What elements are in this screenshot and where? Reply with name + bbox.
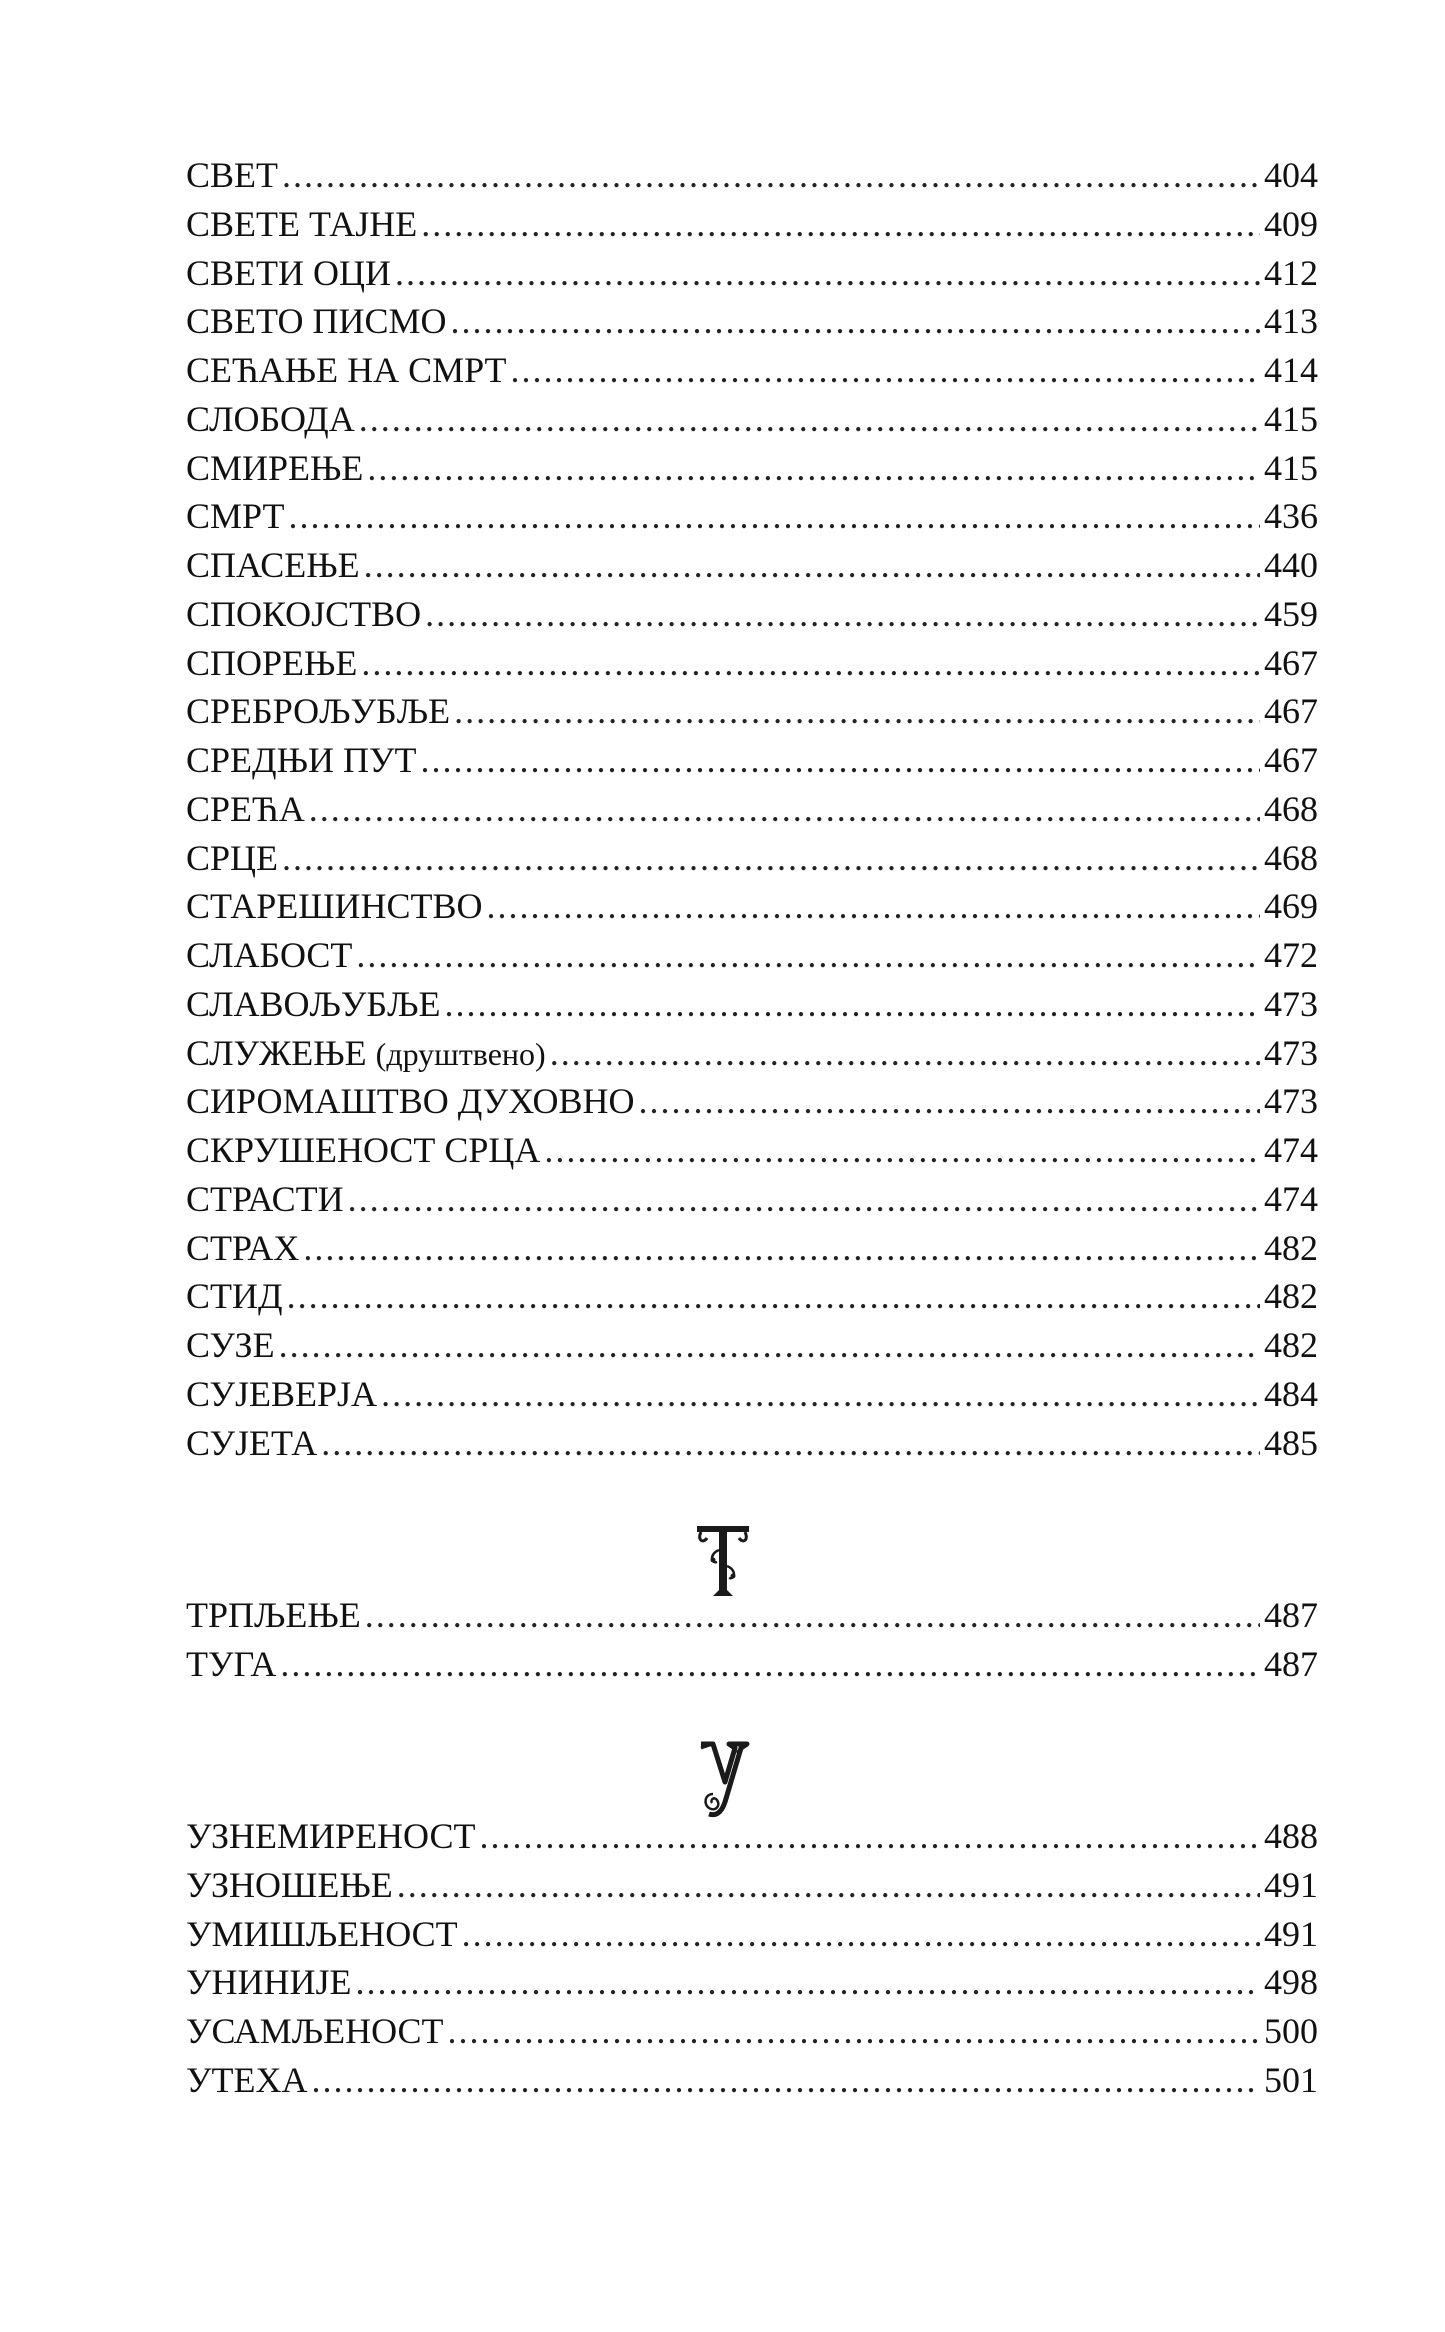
entry-page-number: 415 (1264, 398, 1318, 439)
entry-title: СУЈЕТА (186, 1422, 318, 1463)
entry-title: СРЕДЊИ ПУТ (186, 740, 417, 780)
dot-leader (356, 931, 1260, 980)
dot-leader (511, 346, 1260, 395)
toc-entry (186, 785, 1318, 834)
toc-section-u (186, 1812, 1318, 2105)
entry-title: УЗНОШЕЊЕ (186, 1864, 393, 1905)
dot-leader (448, 2007, 1260, 2056)
entry-page-number: 482 (1264, 1276, 1318, 1317)
dot-leader (303, 1224, 1260, 1273)
toc-section-t (186, 1591, 1318, 1689)
entry-page-number: 473 (1264, 1081, 1318, 1122)
entry-title: СРЕЋА (186, 788, 305, 829)
entry-page-number: 415 (1264, 447, 1318, 488)
toc-entry (186, 2056, 1318, 2105)
toc-entry (186, 346, 1318, 395)
toc-entry (186, 492, 1318, 541)
entry-title: СУЈЕВЕРЈА (186, 1373, 378, 1414)
toc-entry (186, 1591, 1318, 1640)
entry-title: СТРАСТИ (186, 1178, 344, 1219)
entry-page-number: 485 (1264, 1422, 1318, 1463)
entry-title: ТУГА (186, 1643, 277, 1684)
entry-page-number: 501 (1264, 2059, 1318, 2100)
entry-page-number: 414 (1264, 350, 1318, 390)
dot-leader (444, 980, 1260, 1029)
entry-title: УСАМЉЕНОСТ (186, 2011, 444, 2051)
entry-title: СИРОМАШТВО ДУХОВНО (186, 1081, 635, 1122)
dot-leader (361, 639, 1260, 688)
toc-entry (186, 1640, 1318, 1689)
toc-entry (186, 736, 1318, 785)
dot-leader (311, 2056, 1260, 2105)
entry-page-number: 498 (1264, 1962, 1318, 2003)
toc-section-s (186, 151, 1318, 1467)
entry-title: СВЕТИ ОЦИ (186, 252, 391, 293)
toc-entry (186, 1370, 1318, 1419)
entry-page-number: 468 (1264, 788, 1318, 829)
dot-leader (287, 1272, 1260, 1321)
entry-page-number: 440 (1264, 545, 1318, 585)
dot-leader (487, 882, 1260, 931)
dot-leader (451, 297, 1260, 346)
dot-leader (454, 687, 1260, 736)
toc-entry (186, 639, 1318, 688)
dot-leader (420, 736, 1260, 785)
entry-page-number: 467 (1264, 740, 1318, 780)
entry-page-number: 413 (1264, 301, 1318, 342)
toc-entry (186, 541, 1318, 590)
toc-entry (186, 931, 1318, 980)
entry-page-number: 473 (1264, 983, 1318, 1024)
toc-entry (186, 1175, 1318, 1224)
dot-leader (544, 1126, 1260, 1175)
dot-leader (364, 541, 1260, 590)
entry-title: СТИД (186, 1276, 283, 1317)
entry-page-number: 491 (1264, 1913, 1318, 1954)
entry-page-number: 467 (1264, 691, 1318, 732)
dot-leader (321, 1419, 1260, 1468)
dot-leader (395, 249, 1260, 298)
entry-page-number: 459 (1264, 593, 1318, 634)
toc-entry (186, 1029, 1318, 1078)
dot-leader (355, 1958, 1260, 2007)
entry-title: СЛАБОСТ (186, 935, 353, 975)
toc-entry (186, 1419, 1318, 1468)
toc-entry (186, 249, 1318, 298)
dot-leader (282, 834, 1260, 883)
entry-title: СПОКОЈСТВО (186, 593, 422, 634)
entry-page-number: 436 (1264, 496, 1318, 537)
toc-entry (186, 687, 1318, 736)
entry-title: СРЦЕ (186, 837, 279, 878)
entry-page-number: 488 (1264, 1816, 1318, 1856)
ornamental-letter-t-icon (693, 1520, 753, 1600)
entry-title: СРЕБРОЉУБЉЕ (186, 691, 451, 732)
entry-title: СТРАХ (186, 1227, 300, 1268)
entry-title: СПАСЕЊЕ (186, 545, 360, 585)
section-letter-t (0, 1520, 1445, 1600)
dot-leader (348, 1175, 1260, 1224)
dot-leader (550, 1029, 1260, 1078)
toc-entry (186, 1958, 1318, 2007)
toc-entry (186, 151, 1318, 200)
entry-page-number: 468 (1264, 837, 1318, 878)
dot-leader (280, 1640, 1260, 1689)
toc-entry (186, 2007, 1318, 2056)
dot-leader (282, 151, 1260, 200)
entry-title: ТРПЉЕЊЕ (186, 1595, 361, 1635)
entry-page-number: 472 (1264, 935, 1318, 975)
entry-page-number: 409 (1264, 203, 1318, 244)
entry-page-number: 487 (1264, 1643, 1318, 1684)
entry-title: УНИНИЈЕ (186, 1962, 352, 2003)
toc-entry (186, 1224, 1318, 1273)
entry-title: УТЕХА (186, 2059, 308, 2100)
dot-leader (309, 785, 1260, 834)
toc-entry (186, 834, 1318, 883)
entry-page-number: 404 (1264, 155, 1318, 195)
entry-title: СЛАВОЉУБЉЕ (186, 983, 441, 1024)
entry-page-number: 482 (1264, 1325, 1318, 1365)
entry-page-number: 491 (1264, 1864, 1318, 1905)
toc-entry (186, 1321, 1318, 1370)
ornamental-letter-u-icon (693, 1738, 753, 1820)
toc-entry (186, 1077, 1318, 1126)
dot-leader (425, 590, 1260, 639)
entry-title: УЗНЕМИРЕНОСТ (186, 1816, 476, 1856)
toc-entry (186, 1126, 1318, 1175)
dot-leader (381, 1370, 1260, 1419)
entry-title-text: СЛУЖЕЊЕ (186, 1032, 367, 1073)
toc-entry (186, 1812, 1318, 1861)
entry-title: СЛОБОДА (186, 398, 355, 439)
entry-page-number: 473 (1264, 1032, 1318, 1073)
dot-leader (397, 1861, 1260, 1910)
entry-page-number: 474 (1264, 1178, 1318, 1219)
entry-title: СПОРЕЊЕ (186, 642, 358, 683)
entry-page-number: 484 (1264, 1373, 1318, 1414)
entry-title: СМРТ (186, 496, 285, 537)
toc-entry (186, 200, 1318, 249)
toc-entry (186, 1861, 1318, 1910)
entry-title: СВЕТ (186, 155, 279, 195)
entry-page-number: 469 (1264, 886, 1318, 927)
dot-leader (421, 200, 1260, 249)
toc-entry (186, 590, 1318, 639)
entry-title (186, 1029, 546, 1079)
entry-title: СВЕТО ПИСМО (186, 301, 447, 342)
entry-title: СКРУШЕНОСТ СРЦА (186, 1130, 541, 1170)
dot-leader (480, 1812, 1261, 1861)
entry-page-number: 412 (1264, 252, 1318, 293)
toc-entry (186, 395, 1318, 444)
dot-leader (365, 1591, 1260, 1640)
entry-title: СМИРЕЊЕ (186, 447, 364, 488)
entry-page-number: 467 (1264, 642, 1318, 683)
toc-entry (186, 1272, 1318, 1321)
entry-page-number: 474 (1264, 1130, 1318, 1170)
toc-entry (186, 297, 1318, 346)
dot-leader (359, 395, 1260, 444)
entry-title: СТАРЕШИНСТВО (186, 886, 483, 927)
dot-leader (279, 1321, 1260, 1370)
toc-entry (186, 980, 1318, 1029)
entry-title-note: (друштвено) (375, 1035, 546, 1072)
toc-entry (186, 1910, 1318, 1959)
dot-leader (288, 492, 1260, 541)
entry-page-number: 482 (1264, 1227, 1318, 1268)
toc-entry (186, 882, 1318, 931)
entry-title: СВЕТЕ ТАЈНЕ (186, 203, 418, 244)
entry-title: УМИШЉЕНОСТ (186, 1913, 458, 1954)
dot-leader (638, 1077, 1260, 1126)
dot-leader (462, 1910, 1260, 1959)
entry-title: СЕЋАЊЕ НА СМРТ (186, 350, 507, 390)
section-letter-u (0, 1738, 1445, 1818)
toc-entry (186, 444, 1318, 493)
entry-page-number: 487 (1264, 1595, 1318, 1635)
dot-leader (367, 444, 1260, 493)
entry-title: СУЗЕ (186, 1325, 275, 1365)
entry-page-number: 500 (1264, 2011, 1318, 2051)
